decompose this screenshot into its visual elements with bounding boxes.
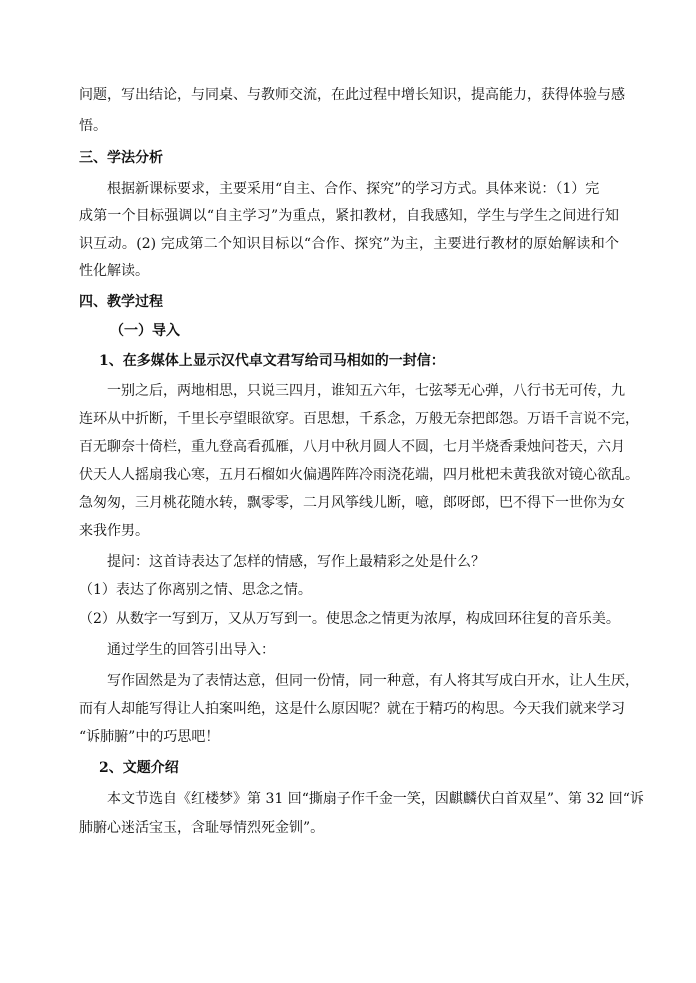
answer-line: （1）表达了你离别之情、思念之情。 <box>79 582 312 598</box>
answer-line: （2）从数字一写到万，又从万写到一。使思念之情更为浓厚，构成回环往复的音乐美。 <box>79 611 620 627</box>
letter-line: 连环从中折断，千里长亭望眼欲穿。百思想，千系念，万般无奈把郎怨。万语千言说不完， <box>79 411 639 427</box>
subsection-heading: 1、在多媒体上显示汉代卓文君写给司马相如的一封信： <box>99 353 445 369</box>
letter-line: 一别之后，两地相思，只说三四月，谁知五六年，七弦琴无心弹，八行书无可传，九 <box>107 383 625 399</box>
subsection-heading: 2、文题介绍 <box>99 760 179 776</box>
paragraph-line: 识互动。(2) 完成第二个知识目标以“合作、探究”为主，主要进行教材的原始解读和个 <box>79 236 619 252</box>
paragraph-line: “诉肺腑”中的巧思吧！ <box>79 729 220 745</box>
letter-line: 来我作男。 <box>79 523 149 539</box>
section-heading: 三、学法分析 <box>79 150 163 166</box>
paragraph-line: 本文节选自《红楼梦》第 31 回“撕扇子作千金一笑，因麒麟伏白首双星”、第 32 回“诉 <box>107 791 644 807</box>
paragraph-line: 写作固然是为了表情达意，但同一份情，同一种意，有人将其写成白开水，让人生厌， <box>107 673 639 689</box>
paragraph-line: 根据新课标要求，主要采用“自主、合作、探究”的学习方式。具体来说：（1）完 <box>107 181 600 197</box>
paragraph-line: 而有人却能写得让人拍案叫绝，这是什么原因呢？就在于精巧的构思。今天我们就来学习 <box>79 701 625 717</box>
letter-line: 百无聊奈十倚栏，重九登高看孤雁，八月中秋月圆人不圆，七月半烧香秉烛问苍天，六月 <box>79 439 625 455</box>
paragraph-line: 成第一个目标强调以“自主学习”为重点，紧扣教材，自我感知，学生与学生之间进行知 <box>79 208 619 224</box>
letter-line: 伏天人人摇扇我心寒，五月石榴如火偏遇阵阵冷雨浇花端，四月枇杷未黄我欲对镜心欲乱。 <box>79 467 639 483</box>
paragraph-line: 通过学生的回答引出导入： <box>107 642 275 658</box>
paragraph-line: 性化解读。 <box>79 263 149 279</box>
question-line: 提问：这首诗表达了怎样的情感，写作上最精彩之处是什么？ <box>107 554 485 570</box>
section-heading: 四、教学过程 <box>79 294 163 310</box>
letter-line: 急匆匆，三月桃花随水转，飘零零，二月风筝线儿断，噫，郎呀郎，巴不得下一世你为女 <box>79 495 625 511</box>
paragraph-line: 悟。 <box>79 118 107 134</box>
paragraph-line: 问题，写出结论，与同桌、与教师交流，在此过程中增长知识，提高能力，获得体验与感 <box>79 87 625 103</box>
paragraph-line: 肺腑心迷活宝玉，含耻辱情烈死金钏”。 <box>79 820 325 836</box>
subsection-heading: （一）导入 <box>110 323 180 339</box>
